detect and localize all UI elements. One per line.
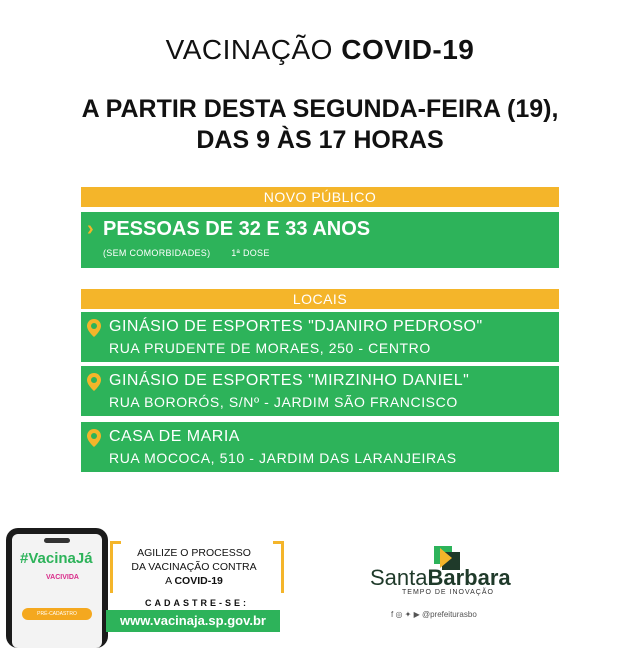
location-name: GINÁSIO DE ESPORTES "MIRZINHO DANIEL" (109, 372, 470, 389)
social-handle (391, 610, 477, 619)
schedule-subtitle (0, 94, 640, 156)
subtitle-line-1: A PARTIR DESTA SEGUNDA-FEIRA (19), (81, 95, 559, 123)
promo-line-3-bold: COVID-19 (174, 575, 223, 587)
location-name: GINÁSIO DE ESPORTES "DJANIRO PEDROSO" (109, 318, 483, 335)
locations-bar: LOCAIS (81, 289, 559, 309)
brand-name (370, 565, 511, 591)
brand-santa: Santa (370, 565, 428, 590)
public-title: PESSOAS DE 32 E 33 ANOS (103, 218, 371, 240)
vacinaja-hashtag: #VacinaJá (20, 550, 93, 567)
note-dose: 1ª DOSE (231, 248, 270, 258)
location-address: RUA MOCOCA, 510 - JARDIM DAS LARANJEIRAS (109, 450, 457, 466)
promo-line-3-prefix: A (165, 575, 172, 587)
vacivida-logo: VACIVIDA (46, 574, 79, 581)
chevron-right-icon: › (87, 218, 94, 240)
location-address: RUA PRUDENTE DE MORAES, 250 - CENTRO (109, 340, 431, 356)
public-notes (103, 248, 288, 258)
map-pin-icon (87, 429, 101, 447)
promo-line-3 (116, 574, 272, 588)
location-item (81, 366, 559, 416)
vacinaja-url[interactable]: www.vacinaja.sp.gov.br (106, 610, 280, 632)
map-pin-icon (87, 319, 101, 337)
new-public-card (81, 210, 559, 268)
phone-notch (44, 538, 70, 543)
location-name: CASA DE MARIA (109, 428, 240, 445)
social-handle-text: @prefeiturasbo (421, 610, 477, 619)
promo-line-1: AGILIZE O PROCESSO (137, 547, 251, 559)
location-address: RUA BORORÓS, S/Nº - JARDIM SÃO FRANCISCO (109, 394, 458, 410)
pre-cadastro-button: PRÉ-CADASTRO (22, 608, 92, 620)
note-comorbidades: (SEM COMORBIDADES) (103, 248, 211, 258)
promo-line-2: DA VACINAÇÃO CONTRA (131, 561, 257, 573)
map-pin-icon (87, 373, 101, 391)
phone-illustration (6, 528, 108, 648)
location-item (81, 312, 559, 362)
title-covid: COVID-19 (341, 34, 475, 65)
title-vacinacao: VACINAÇÃO (165, 34, 333, 65)
location-item (81, 422, 559, 472)
brand-barbara: Barbara (427, 565, 511, 590)
subtitle-line-2: DAS 9 ÀS 17 HORAS (196, 126, 444, 154)
cadastre-label: CADASTRE-SE: (144, 598, 249, 608)
social-icons: f ◎ ✦ ▶ (391, 610, 422, 619)
promo-text (116, 546, 272, 588)
brand-slogan: TEMPO DE INOVAÇÃO (402, 589, 494, 596)
main-title (0, 34, 640, 66)
new-public-bar: NOVO PÚBLICO (81, 187, 559, 207)
phone-screen (12, 534, 102, 648)
